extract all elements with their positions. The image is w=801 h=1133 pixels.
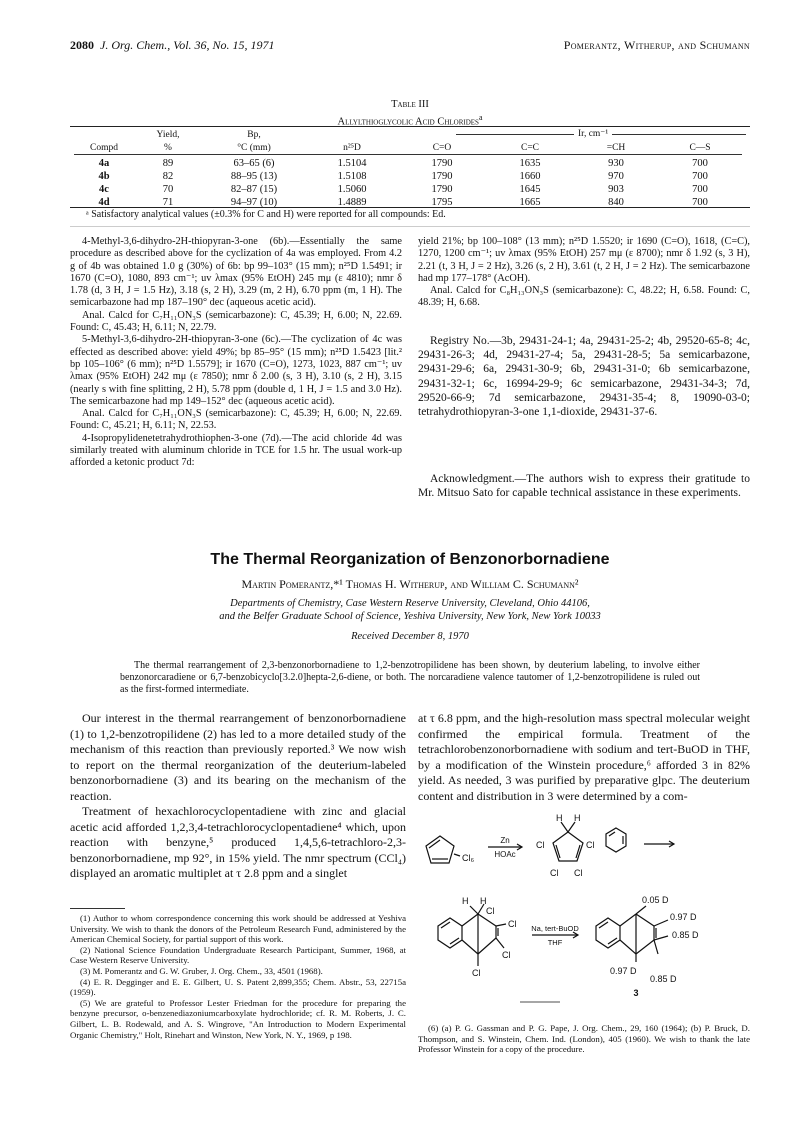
table-iii: [74, 128, 742, 209]
label-cl-2: Cl: [508, 919, 517, 929]
label-h-right: H: [574, 814, 581, 823]
table-bottom-rule: [70, 207, 750, 208]
paragraph-6b: 4-Methyl-3,6-dihydro-2H-thiopyran-3-one (6b).—Essentially the same procedure as described above for the cyclization of 4a was employed. From 4.2 g of 4b was obtained 1.0 g (30%) of 6b: bp 99–103° (15 mm); n²⁵D 1.5491; ir 1670 (C=O), 1080, 893 cm⁻¹; uv λmax (95% EtOH) 245 mμ (ε 4810); nmr δ 1.78 (d, 3 H, J = 1.5 Hz), 3.18 (s, 2 H), 3.29 (m, 2 H), 6.70 ppm (m, 1 H). The semicarbazone had mp 187–190° dec (aqueous acetic acid).: [70, 236, 402, 309]
label-compound-3: 3: [633, 988, 639, 998]
table-row: 4b 82 88–95 (13) 1.5108 1790 1660 970 700: [98, 171, 708, 182]
label-cl-4: Cl: [502, 950, 511, 960]
label-d-097-top: 0.97 D: [670, 912, 697, 922]
label-hoac: HOAc: [494, 850, 516, 859]
table-top-rule: [70, 126, 750, 127]
table-row: 4a 89 63–65 (6) 1.5104 1790 1635 930 700: [98, 158, 708, 169]
label-d-005: 0.05 D: [642, 895, 669, 905]
page-number: 2080: [70, 38, 94, 52]
reaction-scheme: [410, 814, 750, 1004]
footnote-5: (5) We are grateful to Professor Lester Friedman for the procedure for preparing the benzyne precursor, o-benzenediazoniumcarboxylate hydrochloride; cf. R. M. Roberts, J. C. Gilbert, L. B. Rodewald, and A. S. Wingrove, "An Introduction to Modern Experimental Organic Chemistry," Holt, Rinehart and Winston, New York, N. Y., 1969, p 198.: [70, 997, 406, 1040]
label-cl-3: Cl: [472, 968, 481, 978]
paragraph-7d-cont: yield 21%; bp 100–108° (13 mm); n²⁵D 1.5520; ir 1690 (C=O), 1618, (C=C), 1270, 1200 cm⁻¹; uv λmax (95% EtOH) 257 mμ (ε 8700); nmr δ 1.92 (s, 3 H), 2.21 (t, 3 H, J = 2 Hz), 3.26 (s, 2 H), 3.61 (t, 2 H, J = 2 Hz). The semicarbazone had mp 177–178° (AcOH).: [418, 236, 750, 284]
registry-numbers: Registry No.—3b, 29431-24-1; 4a, 29431-25-2; 4b, 29520-65-8; 4c, 29431-26-3; 4d, 29431-27-4; 5a, 29431-28-5; 5a semicarbazone, 29431-29-6; 6a, 29431-30-9; 6b, 29431-31-0; 6b semicarbazone, 29431-32-1; 6c, 16994-29-9; 6c semicarbazone, 29431-34-3; 7d, 29520-66-9; 7d semicarbazone, 29431-35-4; 8, 19090-03-0; tetrahydrothiopyran-3-one 1,1-dioxide, 29431-37-6.: [418, 335, 750, 419]
affiliations: Departments of Chemistry, Case Western Reserve University, Cleveland, Ohio 44106, and the Belfer Graduate School of Science, Yeshiva University, New York, New York 10033: [219, 598, 601, 622]
label-cl-a: Cl: [536, 840, 545, 850]
label-d-097-bottom: 0.97 D: [610, 966, 637, 976]
article-authors: Martin Pomerantz,*¹ Thomas H. Witherup, and William C. Schumann²: [241, 577, 579, 591]
label-reagent-2-top: Na, tert-BuOD: [531, 924, 579, 933]
label-cl-c: Cl: [550, 868, 559, 878]
running-header: [70, 38, 750, 56]
experimental-right-column: [418, 236, 750, 310]
paragraph-6c: 5-Methyl-3,6-dihydro-2H-thiopyran-3-one (6c).—The cyclization of 4c was effected as described above: yield 49%; bp 85–95° (15 mm); n²⁵D 1.5423 [lit.² bp 105–106° (6 mm); n²⁵D 1.5579]; ir 1670 (C=O), 1273, 1023, 887 cm⁻¹; uv λmax (95% EtOH) 242 mμ (ε 7850); nmr δ 2.00 (s, 3 H), 3.10 (s, 2 H), 3.15 (nearly s with fine splitting, 2 H), 5.78 ppm (double d, 1 H, J = 1.5 and 3.0 Hz). The semicarbazone had mp 149–152° dec (aqueous acetic acid).: [70, 334, 402, 407]
table-row: 4d 71 94–97 (10) 1.4889 1795 1665 840 700: [98, 197, 708, 208]
abstract: The thermal rearrangement of 2,3-benzonorbornadiene to 1,2-benzotropilidene has been shown, by deuterium labeling, to involve either benzonorcaradiene or 6,7-benzobicyclo[3.2.0]hepta-2,6-diene, or both. The norcaradiene valence tautomer of 1,2-benzotropilidene is ruled out as the first-formed intermediate.: [120, 660, 700, 695]
footnotes-right: [418, 1023, 750, 1055]
label-h-1: H: [462, 896, 469, 906]
label-h-2: H: [480, 896, 487, 906]
table-header-row-2: Compd % °C (mm) n²⁵D C=O C=C =CH C—S: [90, 142, 711, 153]
article-title: The Thermal Reorganization of Benzonorbornadiene: [210, 551, 610, 568]
body-left-column: [70, 711, 406, 882]
label-h-left: H: [556, 814, 563, 823]
footnote-2: (2) National Science Foundation Undergraduate Research Participant, Summer, 1968, at Case Western Reserve University.: [70, 944, 406, 966]
table-footnote: ᵃ Satisfactory analytical values (±0.3% for C and H) were reported for all compounds: Ed.: [86, 209, 446, 220]
body-paragraph: at τ 6.8 ppm, and the high-resolution mass spectral molecular weight confirmed the empirical formula. Treatment of the tetrachlorobenzonorbornadiene with sodium and tert-BuOD in THF, by a modification of the Winstein procedure,⁶ afforded 3 in 82% yield. As needed, 3 was purified by preparative glpc. The deuterium content and distribution in 3 were determined by a com-: [418, 711, 750, 803]
label-reagent-2-bottom: THF: [547, 938, 563, 947]
table-header-row-1: Yield, Bp,: [156, 129, 261, 140]
label-d-085-right: 0.85 D: [672, 930, 699, 940]
table-title: Table III: [391, 99, 429, 110]
ir-header: Ir, cm⁻¹: [456, 128, 746, 142]
journal-citation: J. Org. Chem., Vol. 36, No. 15, 1971: [100, 38, 275, 52]
paragraph-7d: 4-Isopropylidenetetrahydrothiophen-3-one (7d).—The acid chloride 4d was similarly treated with aluminum chloride in TCE for 1.5 hr. The usual work-up afforded a ketonic product 7d:: [70, 432, 402, 469]
table-caption: Allylthioglycolic Acid Chlorides$^a$: [337, 113, 483, 128]
label-d-085-bottom: 0.85 D: [650, 974, 677, 984]
header-authors: Pomerantz, Witherup, and Schumann: [563, 38, 750, 52]
experimental-left-column: [70, 236, 402, 470]
header-left: [70, 38, 275, 53]
table-separator: [70, 226, 750, 227]
footnote-1: (1) Author to whom correspondence concerning this work should be addressed at Yeshiva University. We wish to thank the donors of the Petroleum Research Fund, administered by the American Chemical Society, for partial support of this work.: [70, 913, 406, 945]
paragraph-6b-anal: Anal. Calcd for C₇H₁₁ON₃S (semicarbazone): C, 45.39; H, 6.00; N, 22.69. Found: C, 45.43; H, 6.11; N, 22.79.: [70, 309, 402, 334]
footnote-6: (6) (a) P. G. Gassman and P. G. Pape, J. Org. Chem., 29, 160 (1964); (b) P. Bruck, D. Thompson, and S. Winstein, Chem. Ind. (London), 405 (1960). We wish to thank the late Professor Winstein for a copy of the procedure.: [418, 1023, 750, 1055]
footnote-rule-left: [70, 908, 125, 909]
paragraph-6c-anal: Anal. Calcd for C₇H₁₁ON₃S (semicarbazone): C, 45.39; H, 6.00; N, 22.69. Found: C, 45.21; H, 6.11; N, 22.53.: [70, 408, 402, 432]
table-caption-block: [70, 98, 750, 129]
received-date: Received December 8, 1970: [351, 631, 469, 642]
tetrachlorocyclopentadiene-ring: [553, 832, 583, 861]
body-paragraph: Our interest in the thermal rearrangement of benzonorbornadiene (1) to 1,2-benzotropilidene (2) has led to a more detailed study of the mechanism of this reaction than previously reported.³ We now wish to report on the thermal reorganization of the deuterium-labeled benzonorbornadiene (3) and its bearing on the mechanism of the reaction.: [70, 711, 406, 803]
label-zn: Zn: [500, 836, 510, 845]
footnote-3: (3) M. Pomerantz and G. W. Gruber, J. Org. Chem., 33, 4501 (1968).: [80, 965, 323, 976]
footnotes-left: [70, 913, 406, 1040]
label-cl-b: Cl: [586, 840, 595, 850]
body-paragraph: Treatment of hexachlorocyclopentadiene with zinc and glacial acetic acid afforded 1,2,3,4-tetrachlorocyclopentadiene⁴ which, upon reaction with benzyne,⁵ produced 1,4,5,6-tetrachloro-2,3-benzonorbornadiene, mp 92°, in 15% yield. The nmr spectrum (CCl₄) displayed an aromatic multiplet at τ 2.8 ppm and a singlet: [70, 804, 406, 880]
acknowledgment: Acknowledgment.—The authors wish to express their gratitude to Mr. Mitsuo Sato for capable technical assistance in these experiments.: [418, 473, 750, 500]
label-cl-1: Cl: [486, 906, 495, 916]
body-right-column: [418, 711, 750, 804]
label-cl6: Cl₆: [462, 853, 475, 863]
table-row: 4c 70 82–87 (15) 1.5060 1790 1645 903 700: [99, 184, 708, 195]
footnote-4: (4) E. R. Degginger and E. E. Gilbert, U. S. Patent 2,899,355; Chem. Abstr., 53, 22715a (1959).: [70, 976, 406, 998]
paragraph-7d-anal: Anal. Calcd for C₈H₁₃ON₃S (semicarbazone): C, 48.22; H, 6.58. Found: C, 48.39; H, 6.68.: [418, 285, 750, 309]
label-cl-d: Cl: [574, 868, 583, 878]
